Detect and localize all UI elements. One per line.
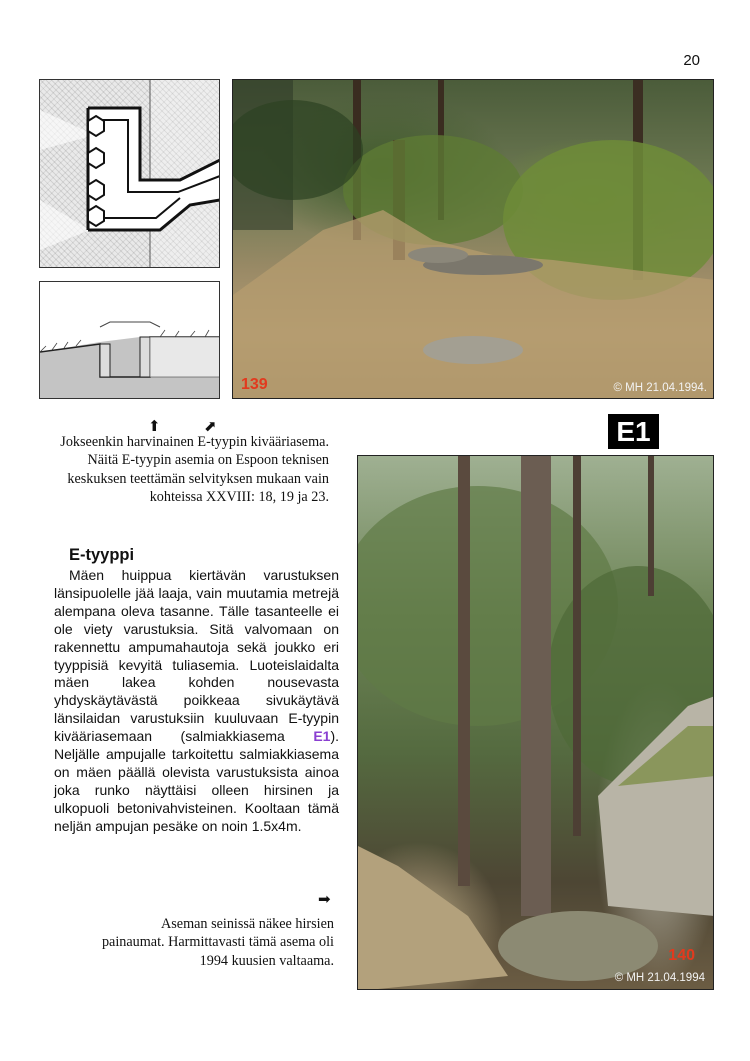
location-reference: E1 (313, 728, 331, 745)
arrow-upright-icon: ⬈ (204, 417, 217, 435)
caption-photo-140: Aseman seinissä näkee hirsien painaumat. Harmittavasti tämä asema oli 1994 kuusien valtaama. (101, 916, 334, 969)
caption-photo-139: Jokseenkin harvinainen E-tyypin kivääriasema. Näitä E-tyypin asemia on Espoon teknisen keskuksen teettämän selvityksen mukaan vain kohteissa XXVIII: 18, 19 ja 23. (60, 434, 329, 506)
page-number: 20 (683, 52, 700, 69)
section-heading: E-tyyppi (69, 546, 135, 564)
section-body-text-start: Mäen huippua kiertävän varustuksen länsipuolelle jää laaja, vain muutamia metrejä alempana oleva tasanne. Tälle tasanteelle ei ole viety varustuksia. Sitä valvomaan on rakennettu ampumahautoja sekä joukko eri tyyppisiä kevyitä tuliasemia. Luoteislaidalta mäen lakea kohden nousevasta yhdyskäytävästä poikkeaa sivukäytävä länsilaidan varustuksiin kuuluvaan E-tyypin kivääriasemaan (salmiakkiasema (54, 567, 339, 745)
section-body (54, 567, 339, 836)
section-drawing-svg (40, 282, 220, 399)
plan-drawing (39, 79, 220, 268)
photo-139 (232, 79, 714, 399)
forest-photo-illustration (233, 80, 714, 399)
photo-140 (357, 455, 714, 990)
section-body-text-end: ). Neljälle ampujalle tarkoitettu salmiakkiasema on mäen päällä olevista varustuksista ainoa joka runko näyttäisi olleen hirsinen ja ulkopuoli betonivahvisteinen. Kooltaan tämä neljän ampujan pesäke on noin 1.5x4m. (54, 728, 339, 834)
plan-drawing-svg (40, 80, 220, 268)
location-tag: E1 (608, 414, 659, 449)
photo-credit-140: © MH 21.04.1994 (614, 972, 705, 984)
spruce-photo-illustration (358, 456, 714, 990)
arrow-right-icon: ➡ (318, 890, 331, 908)
photo-number-140: 140 (668, 947, 695, 964)
section-drawing (39, 281, 220, 399)
photo-number-139: 139 (241, 376, 268, 393)
arrow-up-icon: ⬆ (148, 417, 161, 435)
photo-credit-139: © MH 21.04.1994. (613, 382, 707, 394)
